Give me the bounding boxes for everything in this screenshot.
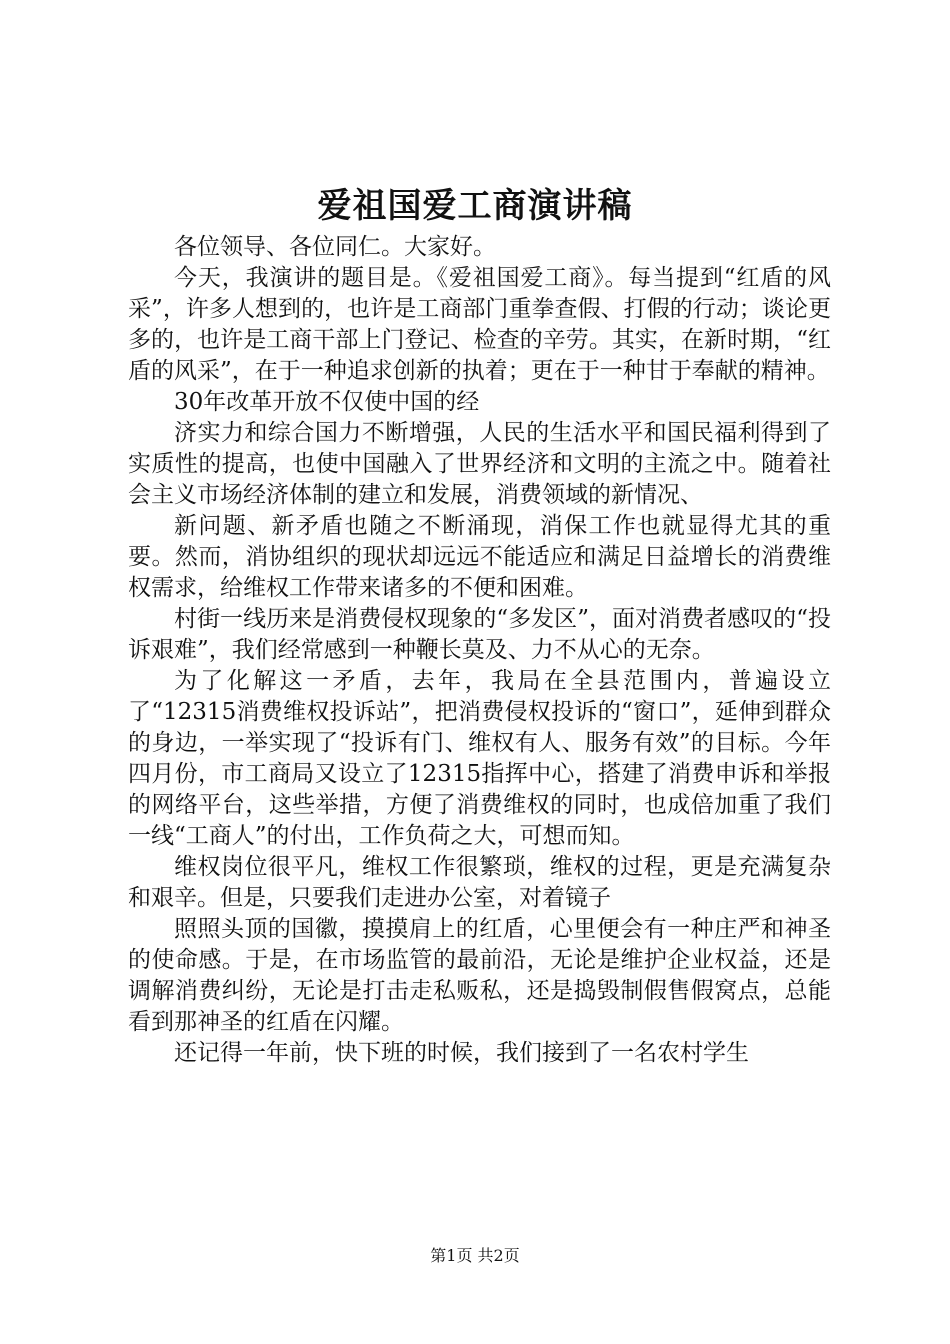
paragraph: 还记得一年前，快下班的时候，我们接到了一名农村学生	[174, 1040, 749, 1066]
document-body	[128, 232, 831, 1069]
paragraph: 今天，我演讲的题目是。《爱祖国爱工商》。每当提到“红盾的风采”，许多人想到的，也许是工商部门重拳查假、打假的行动；谈论更多的，也许是工商干部上门登记、检查的辛劳。其实，在新时期，“红盾的风采”，在于一种追求创新的执着；更在于一种甘于奉献的精神。	[128, 265, 831, 384]
paragraph: 济实力和综合国力不断增强，人民的生活水平和国民福利得到了实质性的提高，也使中国融入了世界经济和文明的主流之中。随着社会主义市场经济体制的建立和发展，消费领域的新情况、	[128, 420, 831, 508]
paragraph: 维权岗位很平凡，维权工作很繁琐，维权的过程，更是充满复杂和艰辛。但是，只要我们走进办公室，对着镜子	[128, 854, 831, 911]
page-footer: 第1页 共2页	[430, 1246, 520, 1265]
document-title: 爱祖国爱工商演讲稿	[317, 186, 633, 226]
paragraph: 村街一线历来是消费侵权现象的“多发区”，面对消费者感叹的“投诉艰难”，我们经常感到一种鞭长莫及、力不从心的无奈。	[128, 606, 831, 663]
paragraph: 为了化解这一矛盾，去年，我局在全县范围内，普遍设立了“12315消费维权投诉站”，把消费侵权投诉的“窗口”，延伸到群众的身边，一举实现了“投诉有门、维权有人、服务有效”的目标。今年四月份，市工商局又设立了12315指挥中心，搭建了消费申诉和举报的网络平台，这些举措，方便了消费维权的同时，也成倍加重了我们一线“工商人”的付出，工作负荷之大，可想而知。	[128, 668, 831, 849]
paragraph: 30年改革开放不仅使中国的经	[174, 389, 480, 415]
paragraph: 照照头顶的国徽，摸摸肩上的红盾，心里便会有一种庄严和神圣的使命感。于是，在市场监管的最前沿，无论是维护企业权益，还是调解消费纠纷，无论是打击走私贩私，还是捣毁制假售假窝点，总能看到那神圣的红盾在闪耀。	[128, 916, 831, 1035]
paragraph: 新问题、新矛盾也随之不断涌现，消保工作也就显得尤其的重要。然而，消协组织的现状却远远不能适应和满足日益增长的消费维权需求，给维权工作带来诸多的不便和困难。	[128, 513, 831, 601]
paragraph: 各位领导、各位同仁。大家好。	[174, 234, 496, 260]
